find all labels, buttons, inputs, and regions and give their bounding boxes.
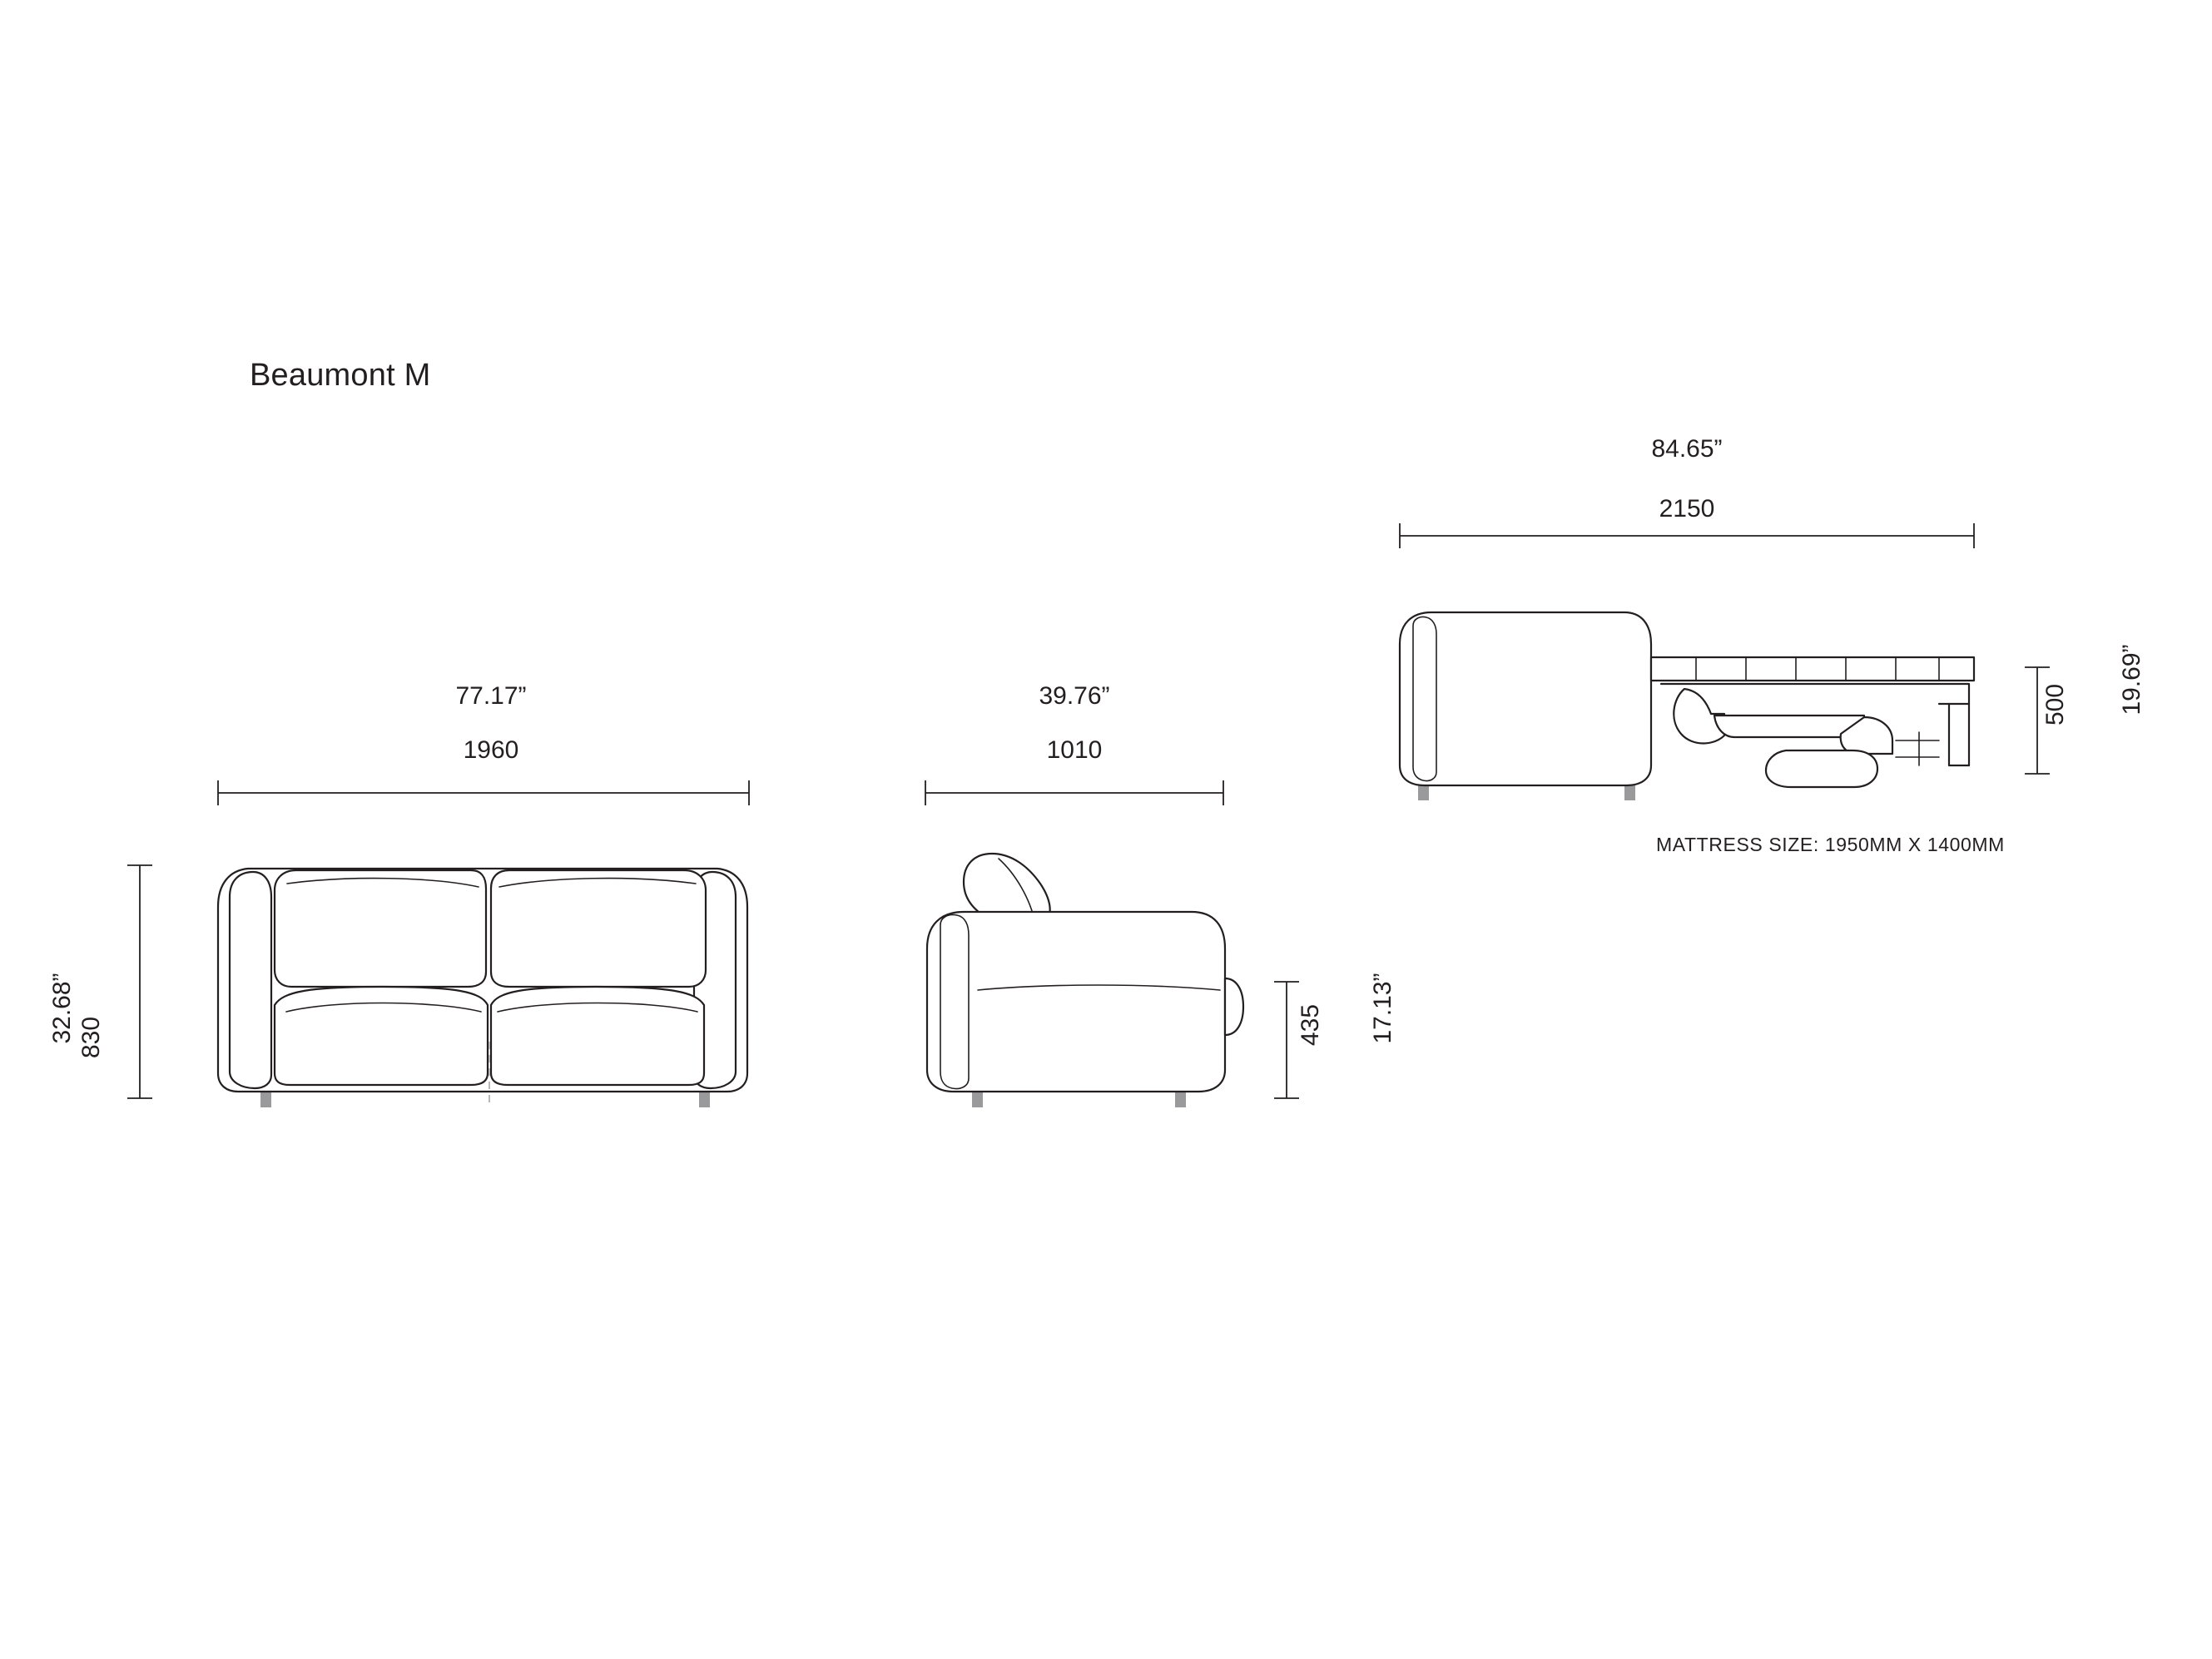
side-depth-inches: 39.76” <box>1039 682 1110 710</box>
front-width-mm: 1960 <box>463 736 519 764</box>
side-depth-dimension <box>925 780 1223 805</box>
front-height-inches: 32.68” <box>48 973 76 1044</box>
side-sofa-illustration <box>927 854 1243 1107</box>
front-width-inches: 77.17” <box>455 682 527 710</box>
side-seat-height-inches: 17.13” <box>1369 973 1396 1044</box>
front-height-dimension <box>127 865 152 1098</box>
page-title: Beaumont M <box>250 358 431 393</box>
bed-height-inches: 19.69” <box>2118 644 2145 716</box>
mattress-size-note: MATTRESS SIZE: 1950MM X 1400MM <box>1656 834 2005 855</box>
bed-height-mm: 500 <box>2041 683 2069 726</box>
front-width-dimension <box>218 780 749 805</box>
bed-extended-illustration <box>1400 612 1974 800</box>
bed-length-dimension <box>1400 523 1974 548</box>
bed-length-inches: 84.65” <box>1651 435 1723 463</box>
side-seat-height-dimension <box>1274 982 1299 1098</box>
front-height-mm: 830 <box>77 1016 105 1059</box>
side-depth-mm: 1010 <box>1046 736 1103 764</box>
bed-length-mm: 2150 <box>1659 495 1715 522</box>
side-seat-height-mm: 435 <box>1297 1003 1324 1047</box>
front-sofa-illustration <box>218 869 747 1107</box>
